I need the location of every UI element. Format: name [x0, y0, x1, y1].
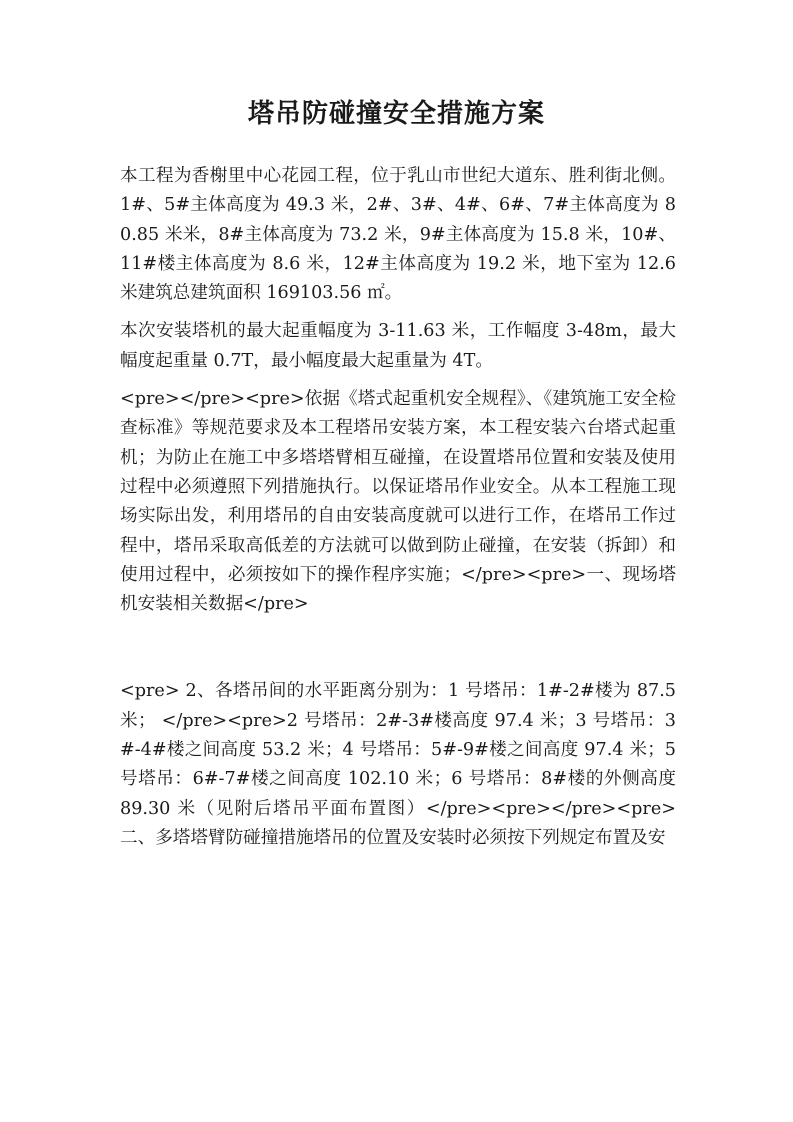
document-title: 塔吊防碰撞安全措施方案: [247, 99, 545, 129]
paragraph-safety-basis: <pre></pre><pre>依据《塔式起重机安全规程》、《建筑施工安全检查标准》等规范要求及本工程塔吊安装方案，本工程安装六台塔式起重机；为防止在施工中多塔塔臂相互碰撞，在设置塔吊位置和安装及使用过程中必须遵照下列措施执行。以保证塔吊作业安全。从本工程施工现场实际出发，利用塔吊的自由安装高度就可以进行工作，在塔吊工作过程中，塔吊采取高低差的方法就可以做到防止碰撞，在安装（拆卸）和使用过程中，必须按如下的操作程序实施；</pre><pre>一、现场塔机安装相关数据</pre>: [120, 389, 676, 615]
paragraph-crane-distances: <pre> 2、各塔吊间的水平距离分别为：1 号塔吊：1#-2#楼为 87.5 米； </pre><pre>2 号塔吊：2#-3#楼高度 97.4 米；3 号塔吊：3#-4#楼之间高度 53.2 米；4 号塔吊：5#-9#楼之间高度 97.4 米；5 号塔吊：6#-7#楼之间高度 102.10 米；6 号塔吊：8#楼的外侧高度 89.30 米（见附后塔吊平面布置图）</pre><pre></pre><pre>二、多塔塔臂防碰撞措施塔吊的位置及安装时必须按下列规定布置及安: [120, 681, 676, 848]
document-body: [120, 162, 676, 862]
paragraph-crane-capacity: 本次安装塔机的最大起重幅度为 3-11.63 米，工作幅度 3-48m，最大幅度起重量 0.7T，最小幅度最大起重量为 4T。: [120, 321, 676, 371]
paragraph-project-overview: 本工程为香榭里中心花园工程，位于乳山市世纪大道东、胜利街北侧。1#、5#主体高度为 49.3 米，2#、3#、4#、6#、7#主体高度为 80.85 米米，8#主体高度为 73.2 米，9#主体高度为 15.8 米，10#、11#楼主体高度为 8.6 米，12#主体高度为 19.2 米，地下室为 12.6 米建筑总建筑面积 169103.56 ㎡。: [120, 166, 676, 304]
